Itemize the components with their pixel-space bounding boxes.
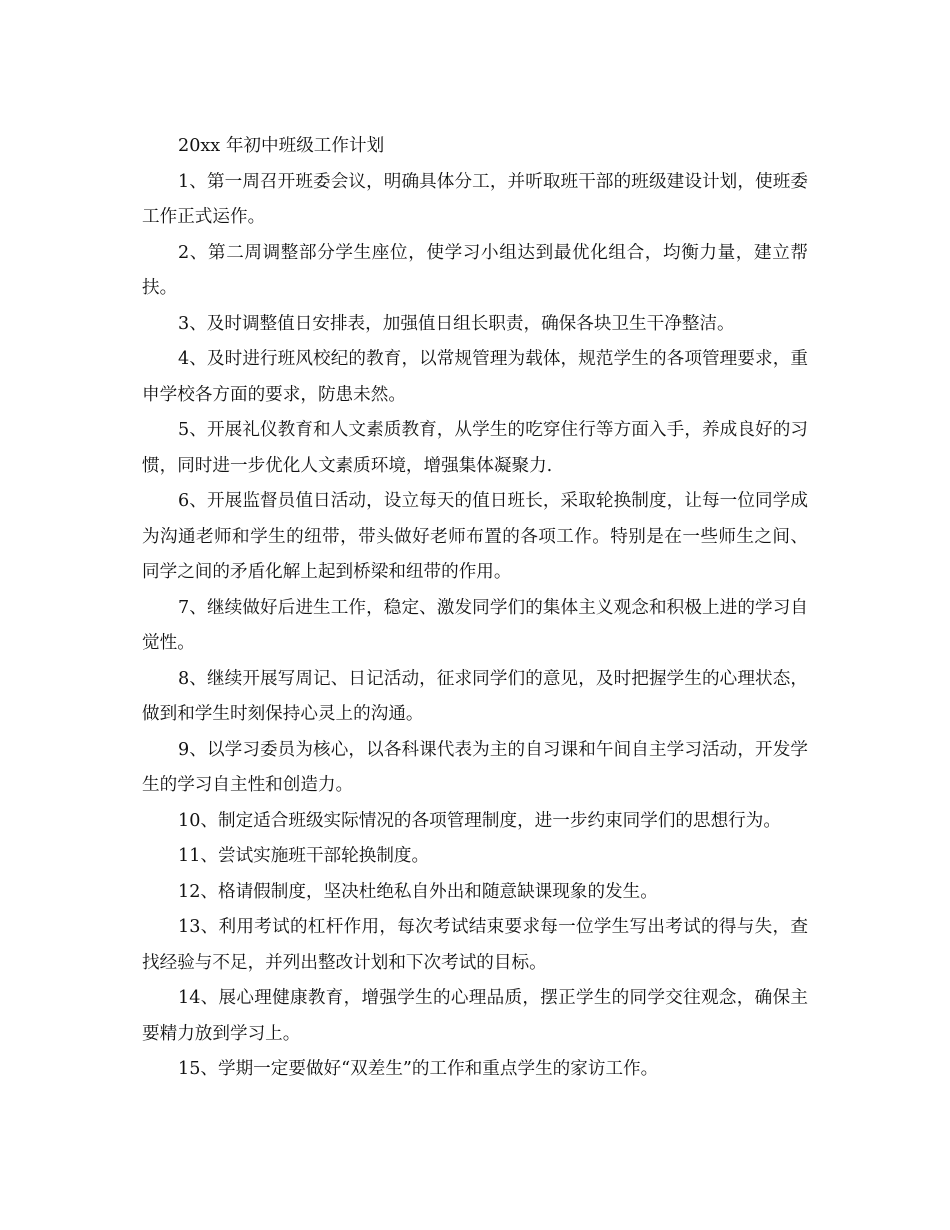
paragraph-8: 8、继续开展写周记、日记活动，征求同学们的意见，及时把握学生的心理状态，做到和学生时刻保持心灵上的沟通。 (142, 668, 808, 724)
paragraph-11: 11、尝试实施班干部轮换制度。 (178, 846, 430, 866)
paragraph-10: 10、制定适合班级实际情况的各项管理制度，进一步约束同学们的思想行为。 (178, 810, 781, 831)
document-title: 20xx 年初中班级工作计划 (178, 136, 385, 156)
paragraph-2: 2、第二周调整部分学生座位，使学习小组达到最优化组合，均衡力量，建立帮扶。 (142, 242, 808, 298)
paragraph-14: 14、展心理健康教育，增强学生的心理品质，摆正学生的同学交往观念，确保主要精力放到学习上。 (142, 988, 808, 1044)
paragraph-1: 1、第一周召开班委会议，明确具体分工，并听取班干部的班级建设计划，使班委工作正式运作。 (142, 171, 808, 227)
paragraph-6: 6、开展监督员值日活动，设立每天的值日班长，采取轮换制度，让每一位同学成为沟通老师和学生的纽带，带头做好老师布置的各项工作。特别是在一些师生之间、同学之间的矛盾化解上起到桥梁和纽带的作用。 (142, 491, 808, 582)
paragraph-4: 4、及时进行班风校纪的教育，以常规管理为载体，规范学生的各项管理要求，重申学校各方面的要求，防患未然。 (142, 349, 808, 405)
paragraph-15: 15、学期一定要做好“双差生”的工作和重点学生的家访工作。 (178, 1059, 659, 1079)
paragraph-13: 13、利用考试的杠杆作用，每次考试结束要求每一位学生写出考试的得与失，查找经验与不足，并列出整改计划和下次考试的目标。 (142, 917, 808, 973)
paragraph-9: 9、以学习委员为核心，以各科课代表为主的自习课和午间自主学习活动，开发学生的学习自主性和创造力。 (142, 739, 808, 795)
document-body (142, 129, 808, 1088)
paragraph-5: 5、开展礼仪教育和人文素质教育，从学生的吃穿住行等方面入手，养成良好的习惯，同时进一步优化人文素质环境，增强集体凝聚力. (142, 420, 808, 476)
paragraph-7: 7、继续做好后进生工作，稳定、激发同学们的集体主义观念和积极上进的学习自觉性。 (142, 597, 808, 653)
paragraph-3: 3、及时调整值日安排表，加强值日组长职责，确保各块卫生干净整洁。 (178, 313, 735, 334)
paragraph-12: 12、格请假制度，坚决杜绝私自外出和随意缺课现象的发生。 (178, 881, 658, 902)
